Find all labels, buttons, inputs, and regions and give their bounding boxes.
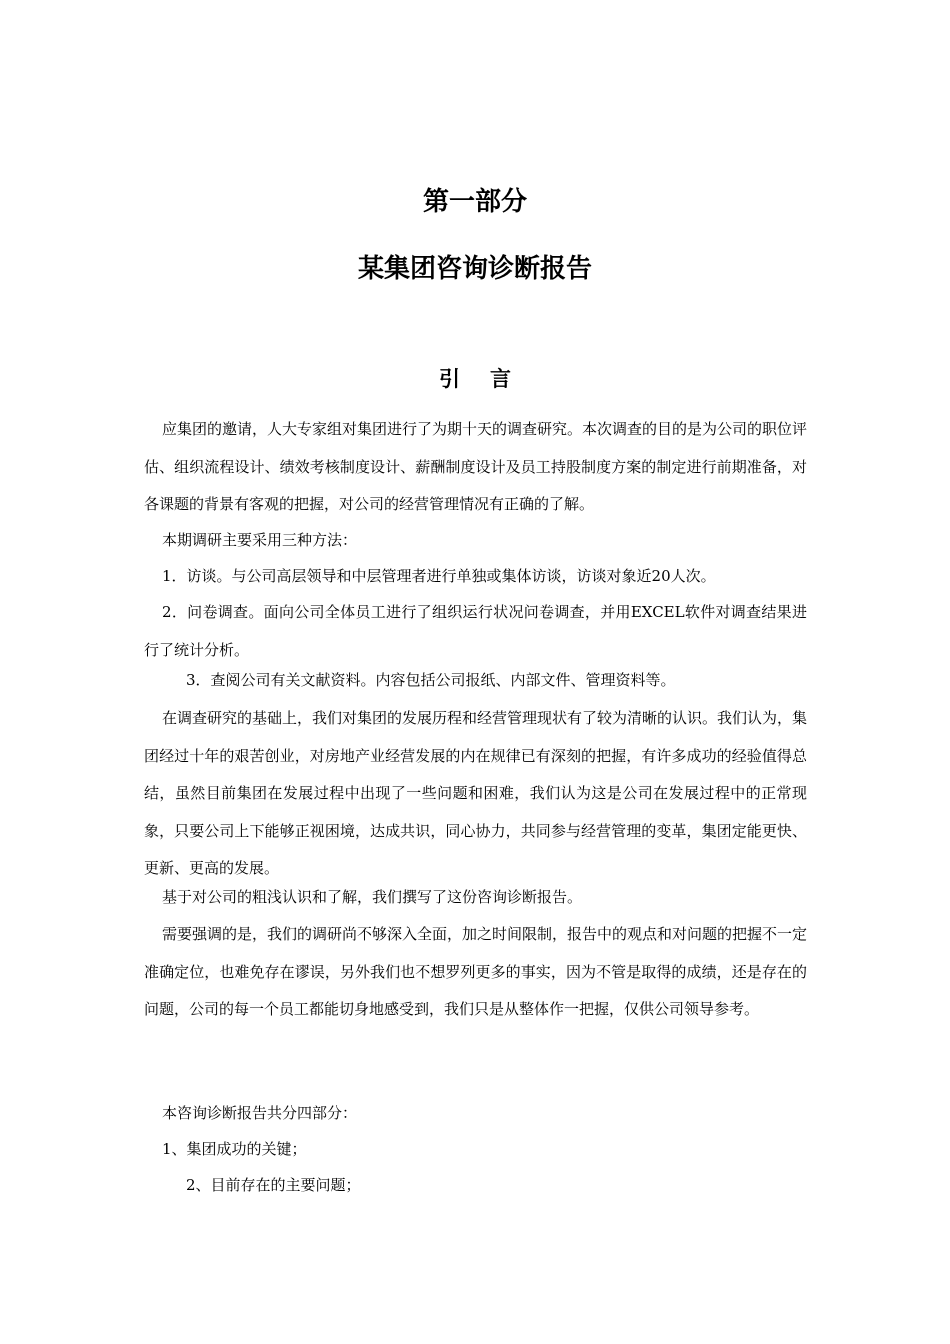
paragraph-method-interview: 1．访谈。与公司高层领导和中层管理者进行单独或集体访谈，访谈对象近20人次。 <box>162 567 716 585</box>
intro-title: 引言 <box>439 367 541 391</box>
list-item-main-problems: 2、目前存在的主要问题； <box>186 1176 361 1194</box>
report-title: 某集团咨询诊断报告 <box>357 254 592 284</box>
paragraph-report-basis: 基于对公司的粗浅认识和了解，我们撰写了这份咨询诊断报告。 <box>162 888 583 906</box>
part-title: 第一部分 <box>422 187 527 217</box>
paragraph-methods-intro: 本期调研主要采用三种方法： <box>162 531 358 549</box>
paragraph-structure-intro: 本咨询诊断报告共分四部分： <box>162 1104 358 1122</box>
paragraph-purpose: 应集团的邀请，人大专家组对集团进行了为期十天的调查研究。本次调查的目的是为公司的职位评估、组织流程设计、绩效考核制度设计、薪酬制度设计及员工持股制度方案的制定进行前期准备，对各课题的背景有客观的把握，对公司的经营管理情况有正确的了解。 <box>144 420 808 513</box>
paragraph-disclaimer: 需要强调的是，我们的调研尚不够深入全面，加之时间限制，报告中的观点和对问题的把握不一定准确定位，也难免存在谬误，另外我们也不想罗列更多的事实，因为不管是取得的成绩，还是存在的问题，公司的每一个员工都能切身地感受到，我们只是从整体作一把握，仅供公司领导参考。 <box>144 925 808 1018</box>
paragraph-method-documents: 3．查阅公司有关文献资料。内容包括公司报纸、内部文件、管理资料等。 <box>186 671 676 689</box>
list-item-success-keys: 1、集团成功的关键； <box>162 1140 307 1158</box>
paragraph-findings: 在调查研究的基础上，我们对集团的发展历程和经营管理现状有了较为清晰的认识。我们认为，集团经过十年的艰苦创业，对房地产业经营发展的内在规律已有深刻的把握，有许多成功的经验值得总结，虽然目前集团在发展过程中出现了一些问题和困难，我们认为这是公司在发展过程中的正常现象，只要公司上下能够正视困境，达成共识，同心协力，共同参与经营管理的变革，集团定能更快、更新、更高的发展。 <box>144 709 808 877</box>
paragraph-method-survey: 2．问卷调查。面向公司全体员工进行了组织运行状况问卷调查，并用EXCEL软件对调查结果进行了统计分析。 <box>144 603 807 659</box>
